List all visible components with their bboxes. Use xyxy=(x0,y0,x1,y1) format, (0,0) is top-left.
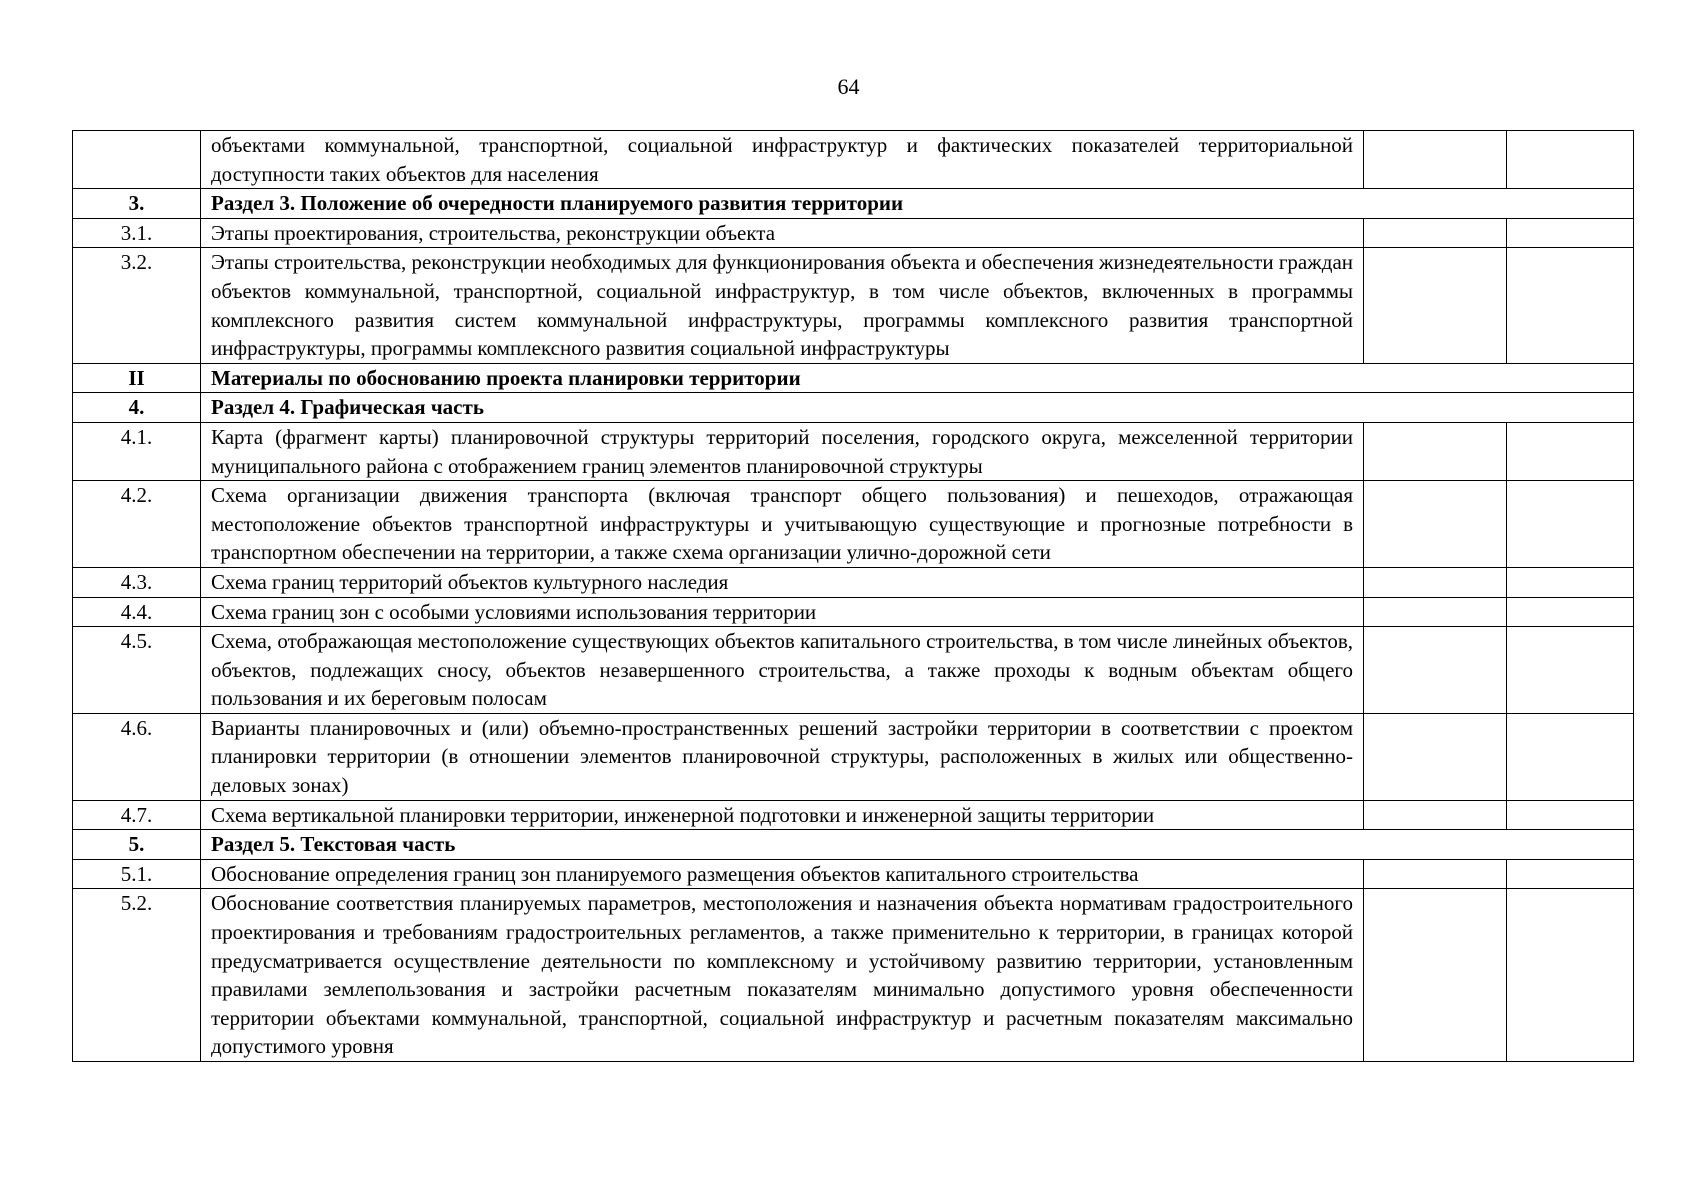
blank-cell xyxy=(1507,481,1634,568)
row-number: 4.5. xyxy=(73,627,201,714)
document-table xyxy=(72,130,1634,1062)
blank-cell xyxy=(1507,218,1634,248)
section-number: II xyxy=(73,363,201,393)
row-text: Схема, отображающая местоположение существующих объектов капитального строительства, в том числе линейных объектов, объектов, подлежащих сносу, объектов незавершенного строительства, а также проходы к водным объектам общего пользования и их береговым полосам xyxy=(201,627,1364,714)
row-text: Варианты планировочных и (или) объемно-пространственных решений застройки территории в соответствии с проектом планировки территории (в отношении элементов планировочной структуры, расположенных в жилых или общественно-деловых зонах) xyxy=(201,713,1364,800)
row-text: Схема организации движения транспорта (включая транспорт общего пользования) и пешеходов, отражающая местоположение объектов транспортной инфраструктуры и учитывающую существующие и прогнозные потребности в транспортном обеспечении на территории, а также схема организации улично-дорожной сети xyxy=(201,481,1364,568)
row-number: 3.2. xyxy=(73,248,201,363)
row-number: 4.1. xyxy=(73,422,201,480)
blank-cell xyxy=(1364,800,1507,830)
row-text: Схема границ территорий объектов культурного наследия xyxy=(201,567,1364,597)
table-row xyxy=(73,800,1634,830)
blank-cell xyxy=(1364,627,1507,714)
table-row xyxy=(73,218,1634,248)
row-text: Этапы строительства, реконструкции необходимых для функционирования объекта и обеспечения жизнедеятельности граждан объектов коммунальной, транспортной, социальной инфраструктур, в том числе объектов, включенных в программы комплексного развития систем коммунальной инфраструктуры, программы комплексного развития транспортной инфраструктуры, программы комплексного развития социальной инфраструктуры xyxy=(201,248,1364,363)
document-table-body xyxy=(73,131,1634,1062)
section-number: 4. xyxy=(73,393,201,423)
row-number: 4.6. xyxy=(73,713,201,800)
section-row xyxy=(73,393,1634,423)
row-number: 5.2. xyxy=(73,889,201,1062)
blank-cell xyxy=(1364,567,1507,597)
section-title: Материалы по обоснованию проекта планировки территории xyxy=(201,363,1634,393)
row-number: 4.2. xyxy=(73,481,201,568)
blank-cell xyxy=(1507,422,1634,480)
row-number: 4.4. xyxy=(73,597,201,627)
table-row xyxy=(73,248,1634,363)
section-title: Раздел 4. Графическая часть xyxy=(201,393,1634,423)
section-row xyxy=(73,189,1634,219)
row-number: 4.7. xyxy=(73,800,201,830)
blank-cell xyxy=(1364,422,1507,480)
row-text: Обоснование определения границ зон планируемого размещения объектов капитального строительства xyxy=(201,859,1364,889)
blank-cell xyxy=(1507,800,1634,830)
table-row xyxy=(73,597,1634,627)
row-text: Обоснование соответствия планируемых параметров, местоположения и назначения объекта нормативам градостроительного проектирования и требованиям градостроительных регламентов, а также применительно к территории, в границах которой предусматривается осуществление деятельности по комплексному и устойчивому развитию территории, установленным правилами землепользования и застройки расчетным показателям минимально допустимого уровня обеспеченности территории объектами коммунальной, транспортной, социальной инфраструктур и расчетным показателям максимально допустимого уровня xyxy=(201,889,1364,1062)
blank-cell xyxy=(1364,859,1507,889)
section-title: Раздел 3. Положение об очередности планируемого развития территории xyxy=(201,189,1634,219)
blank-cell xyxy=(1507,713,1634,800)
table-row xyxy=(73,422,1634,480)
blank-cell xyxy=(1364,713,1507,800)
section-row xyxy=(73,830,1634,860)
section-number: 3. xyxy=(73,189,201,219)
table-row xyxy=(73,713,1634,800)
row-text: объектами коммунальной, транспортной, социальной инфраструктур и фактических показателей территориальной доступности таких объектов для населения xyxy=(201,131,1364,189)
blank-cell xyxy=(1507,889,1634,1062)
row-text: Этапы проектирования, строительства, реконструкции объекта xyxy=(201,218,1364,248)
blank-cell xyxy=(1507,597,1634,627)
blank-cell xyxy=(1364,597,1507,627)
blank-cell xyxy=(1364,481,1507,568)
blank-cell xyxy=(1364,218,1507,248)
blank-cell xyxy=(1507,248,1634,363)
blank-cell xyxy=(1507,131,1634,189)
section-number: 5. xyxy=(73,830,201,860)
section-row xyxy=(73,363,1634,393)
row-number: 4.3. xyxy=(73,567,201,597)
blank-cell xyxy=(1364,889,1507,1062)
row-text: Карта (фрагмент карты) планировочной структуры территорий поселения, городского округа, межселенной территории муниципального района с отображением границ элементов планировочной структуры xyxy=(201,422,1364,480)
blank-cell xyxy=(1507,859,1634,889)
row-number: 3.1. xyxy=(73,218,201,248)
row-text: Схема границ зон с особыми условиями использования территории xyxy=(201,597,1364,627)
row-number: 5.1. xyxy=(73,859,201,889)
blank-cell xyxy=(1364,131,1507,189)
row-number xyxy=(73,131,201,189)
table-row xyxy=(73,627,1634,714)
page-number: 64 xyxy=(837,74,860,99)
table-row xyxy=(73,567,1634,597)
table-row xyxy=(73,889,1634,1062)
table-row xyxy=(73,481,1634,568)
table-row xyxy=(73,131,1634,189)
blank-cell xyxy=(1364,248,1507,363)
blank-cell xyxy=(1507,567,1634,597)
row-text: Схема вертикальной планировки территории, инженерной подготовки и инженерной защиты территории xyxy=(201,800,1364,830)
section-title: Раздел 5. Текстовая часть xyxy=(201,830,1634,860)
table-row xyxy=(73,859,1634,889)
blank-cell xyxy=(1507,627,1634,714)
